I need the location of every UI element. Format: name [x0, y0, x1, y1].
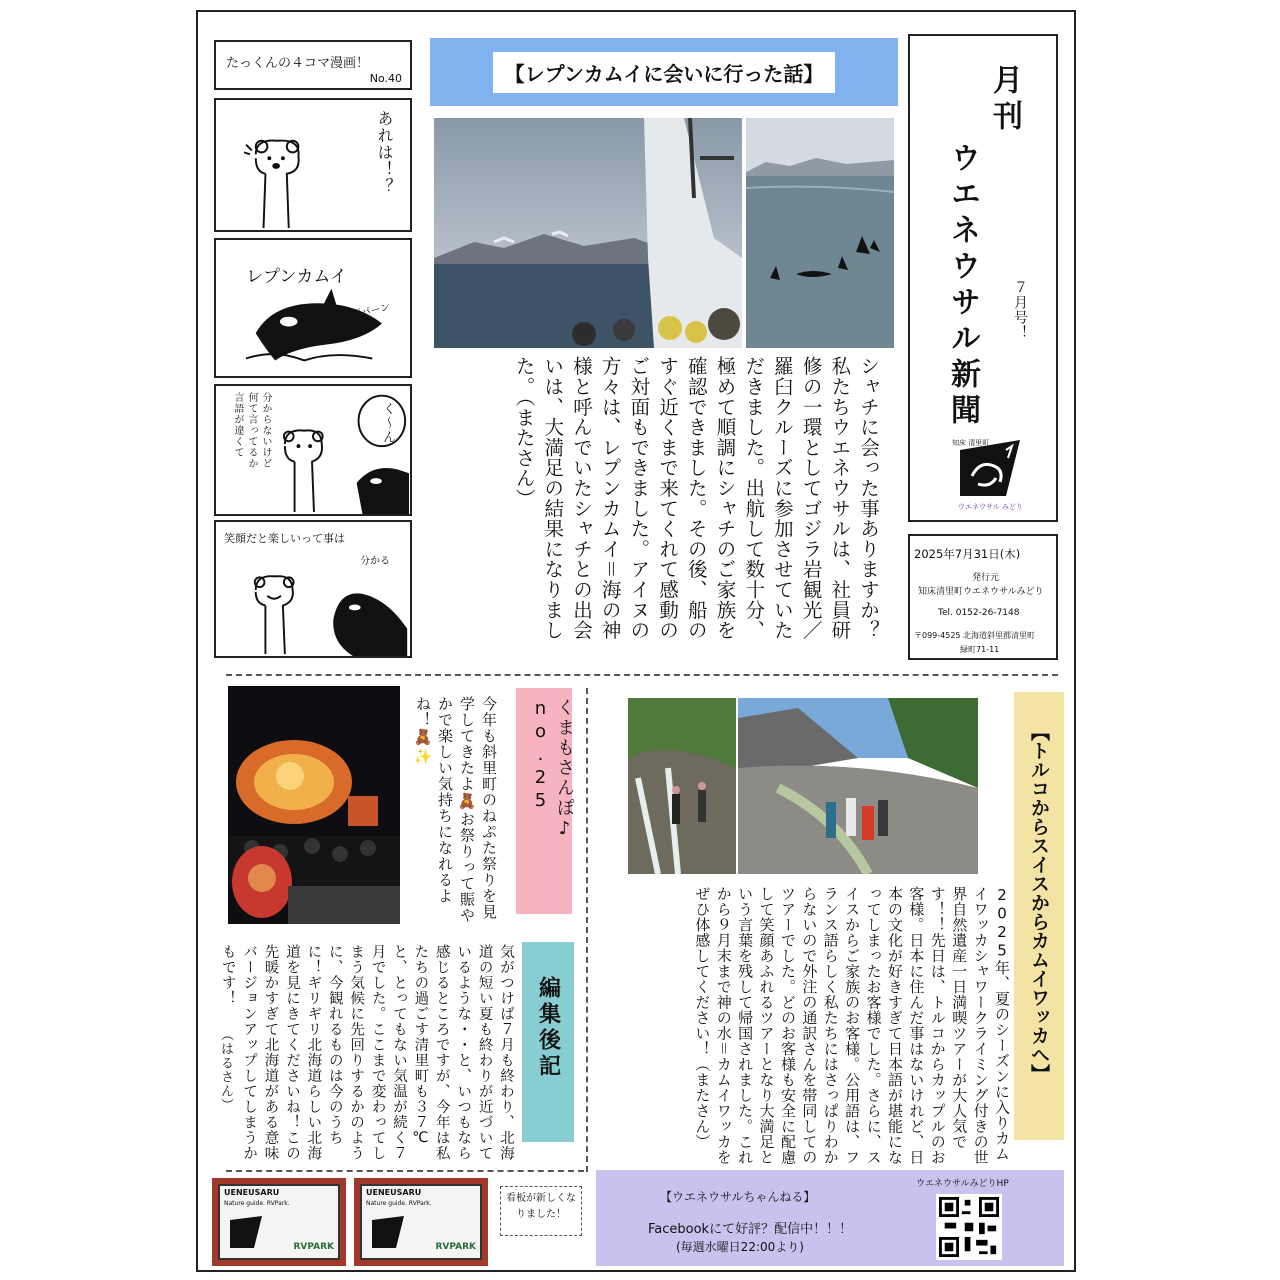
manga-panel-4 — [214, 520, 412, 658]
sign-caption-box — [500, 1186, 582, 1236]
publish-date: 2025年7月31日(木) — [914, 547, 1021, 561]
photo-nebuta-festival — [228, 686, 400, 924]
sign-1-top: UENEUSARU — [224, 1188, 280, 1197]
feature-headline: 【レプンカムイに会いに行った話】 — [504, 61, 824, 86]
photo-boat-sea — [434, 118, 742, 348]
feature-body: シャチに会った事ありますか？私たちウエネウサルは、社員研修の一環としてゴジラ岩観光／羅臼クルーズに参加させていただきました。出航して数十分、極めて順調にシャチのご家族を確認できました。その後、船のすぐ近くまで来てくれて感動のご対面もできました。アイヌの方々は、レプンカムイ＝海の神様と呼んでいたシャチとの出会いは、大満足の結果になりました。（またさん） — [512, 356, 880, 641]
panel3-text-1: 言語が違くて — [232, 392, 243, 458]
manga-panel-3 — [214, 384, 412, 516]
sign-1-rv: RVPARK — [293, 1242, 334, 1252]
turkey-body: 2025年、夏のシーズンに入りカムイワッカシャワークライミング付きの世界自然遺産一日満喫ツアーが大人気です！！先日は、トルコからカップルのお客様。日本に住んだ事はないけれど、日本の文化が好きすぎて日本語が堪能になってしまったお客様でした。さらに、スイスからご家族のお客様。公用語は、フランス語らしく私たちにはさっぱりわからないので外注の通訳さんを帯同してのツアーでした。どのお客様も安全に配慮して笑顔あふれるツアーとなり大満足という言葉を残して帰国されました。これから９月末まで神の水＝カムイワッカをぜひ体感してください！（またさん） — [693, 886, 1011, 1165]
logo-top-text: 知床 清里町 — [952, 439, 990, 447]
sign-2-sub: Nature guide. RVPark. — [366, 1200, 432, 1207]
editor-title: 編集後記 — [535, 976, 561, 1080]
sign-2-top: UENEUSARU — [366, 1188, 422, 1197]
panel3-text-2: 何て言ってるか — [246, 392, 257, 469]
kuma-title-banner — [516, 688, 575, 914]
manga-title-box — [214, 40, 412, 90]
publisher-label: 発行元 — [972, 573, 1000, 583]
sign-2-rv: RVPARK — [435, 1242, 476, 1252]
editor-body: 気がつけば７月も終わり、北海道の短い夏も終わりが近づいているような・・と、いつもなら感じるところですが、今年は私たちの過ごす清里町も３７℃と、とってもない気温が続く７月でした。ここまで変わってしまう気候に先回りするかのように、今観れるものは今のうちに！ギリギリ北海道らしい北海道を見にきてくださいね！この先暖かすぎて北海道がある意味バージョンアップしてしまうかもです！ — [219, 944, 514, 1161]
masthead-issue: ７月号！ — [1012, 280, 1028, 340]
publisher-address-2: 緑町71-11 — [960, 645, 1000, 654]
manga-number: No.40 — [369, 72, 402, 85]
photo-new-sign-2 — [354, 1178, 488, 1266]
panel3-bubble-text: く〜ん — [380, 402, 395, 444]
manga-title: たっくんの４コマ漫画！ — [226, 56, 370, 71]
masthead-logo — [950, 436, 1030, 514]
sign-caption: 看板が新しくなりました！ — [506, 1193, 576, 1220]
masthead-box — [908, 34, 1058, 522]
photo-orcas — [746, 118, 894, 348]
sign-board-1 — [218, 1184, 340, 1260]
channel-line-2: (毎週水曜日22:00より) — [676, 1240, 804, 1254]
logo-bottom-text: ウエネウサル みどり — [958, 503, 1023, 511]
sign-2-logo-icon — [368, 1214, 408, 1254]
bottom-left-divider — [226, 1170, 584, 1172]
manga-panel-2 — [214, 238, 412, 378]
vertical-divider — [586, 688, 588, 1172]
kuma-title: くまもさんぽ♪ no.25 — [530, 698, 575, 841]
publisher-tel: Tel. 0152-26-7148 — [938, 608, 1020, 618]
horizontal-divider — [226, 674, 1058, 676]
editor-title-banner — [522, 942, 574, 1142]
publisher-address-1: 〒099-4525 北海道斜里郡清里町 — [914, 631, 1036, 640]
turkey-title-banner — [1014, 692, 1064, 1140]
sign-board-2 — [360, 1184, 482, 1260]
channel-line-1: Facebookにて好評？配信中！！！ — [648, 1222, 853, 1237]
sign-1-logo-icon — [226, 1214, 266, 1254]
panel2-text: レプンカムイ — [246, 267, 347, 287]
manga-panel-1 — [214, 98, 412, 232]
masthead-title-2: ウエネウサル新聞 — [945, 142, 980, 430]
qr-code-frame[interactable] — [936, 1194, 1002, 1260]
feature-headline-banner — [430, 38, 898, 106]
channel-title: 【ウエネウサルちゃんねる】 — [660, 1190, 816, 1204]
newsletter-page — [196, 10, 1076, 1272]
publisher-name: 知床清里町ウエネウサルみどり — [918, 587, 1044, 597]
channel-box — [596, 1170, 1064, 1266]
panel4-text-1: 笑顔だと楽しいって事は — [224, 532, 345, 545]
panel2-sfx: ザパーン — [350, 302, 392, 321]
publisher-box — [908, 534, 1058, 660]
qr-code-icon — [939, 1197, 999, 1257]
editor-author: （はるさん） — [218, 1028, 233, 1112]
hp-label: ウエネウサルみどりHP — [916, 1179, 1009, 1189]
feature-headline-box — [493, 52, 836, 93]
panel3-text-3: 分からないけど — [260, 392, 271, 469]
masthead-title-1: 月刊 — [987, 64, 1022, 136]
photo-group-climbing — [738, 698, 978, 874]
panel1-speech: あれは！？ — [375, 110, 394, 195]
sign-1-sub: Nature guide. RVPark. — [224, 1200, 290, 1207]
photo-new-sign-1 — [212, 1178, 346, 1266]
turkey-title: 【トルコからスイスからカムイワッカへ】 — [1028, 722, 1050, 1083]
photo-waterfall-pair — [628, 698, 736, 874]
panel4-text-2: 分かる — [360, 556, 390, 567]
kuma-body: 今年も斜里町のねぷた祭りを見学してきたよ🧸お祭りって賑やかで楽しい気持ちになれるよね！🧸✨ — [414, 696, 498, 924]
